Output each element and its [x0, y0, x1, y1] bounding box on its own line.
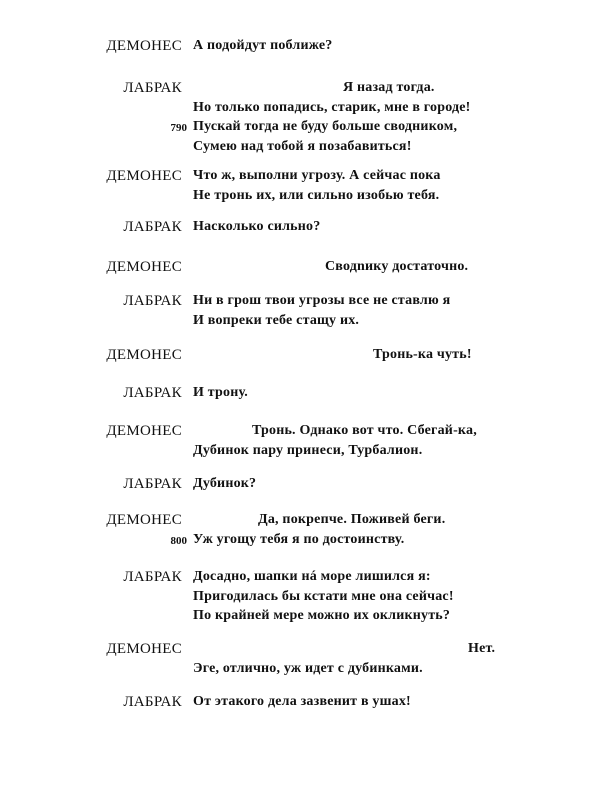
verse-line: Но только попадись, старик, мне в городе!: [193, 99, 471, 115]
verse-line: Сводnику достаточно.: [325, 259, 469, 274]
verse-line: А подойдут поближе?: [193, 38, 333, 53]
speaker-name: ДЕМОНЕС: [106, 641, 182, 657]
verse-line: Что ж, выполни угрозу. А сейчас пока: [193, 168, 441, 183]
line-number: 790: [170, 122, 187, 135]
verse-line: Насколько сильно?: [193, 219, 321, 234]
verse-line: Пускай тогда не буду больше сводником,: [193, 119, 458, 135]
line-number: 800: [170, 534, 187, 547]
verse-line: По крайней мере можно их окликнуть?: [193, 608, 451, 624]
speaker-name: ЛАБРАК: [123, 293, 182, 309]
verse-line: И трону.: [193, 385, 248, 400]
speaker-name: ДЕМОНЕС: [106, 423, 182, 439]
verse-line: Да, покрепче. Поживей беги.: [258, 512, 446, 527]
verse-line: Не тронь их, или сильно изобью тебя.: [193, 187, 440, 203]
verse-line: Уж угощу тебя я по достоинству.: [193, 531, 405, 547]
verse-line: Дубинок пару принеси, Турбалион.: [193, 442, 423, 458]
verse-line: Нет.: [468, 641, 496, 656]
speaker-name: ЛАБРАК: [123, 476, 182, 492]
verse-line: Пригодилась бы кстати мне она сейчас!: [193, 588, 454, 604]
verse-line: И вопреки тебе стащу их.: [193, 312, 360, 328]
verse-line: Дубинок?: [193, 476, 257, 491]
verse-line: Досадно, шапки нá море лишился я:: [193, 569, 431, 584]
speaker-name: ЛАБРАК: [123, 694, 182, 710]
verse-line: Ни в грош твои угрозы все не ставлю я: [193, 293, 451, 308]
verse-line: Я назад тогда.: [343, 80, 435, 95]
speaker-name: ЛАБРАК: [123, 219, 182, 235]
verse-line: Тронь. Однако вот что. Сбегай-ка,: [252, 423, 477, 438]
speaker-name: ЛАБРАК: [123, 80, 182, 96]
verse-line: От этакого дела зазвенит в ушах!: [193, 694, 411, 709]
verse-line: Тронь-ка чуть!: [373, 347, 472, 362]
verse-line: Эге, отлично, уж идет с дубинками.: [193, 660, 423, 676]
speaker-name: ДЕМОНЕС: [106, 259, 182, 275]
speaker-name: ЛАБРАК: [123, 569, 182, 585]
speaker-name: ДЕМОНЕС: [106, 347, 182, 363]
speaker-name: ДЕМОНЕС: [106, 168, 182, 184]
speaker-name: ДЕМОНЕС: [106, 38, 182, 54]
verse-line: Сумею над тобой я позабавиться!: [193, 138, 412, 154]
speaker-name: ДЕМОНЕС: [106, 512, 182, 528]
speaker-name: ЛАБРАК: [123, 385, 182, 401]
